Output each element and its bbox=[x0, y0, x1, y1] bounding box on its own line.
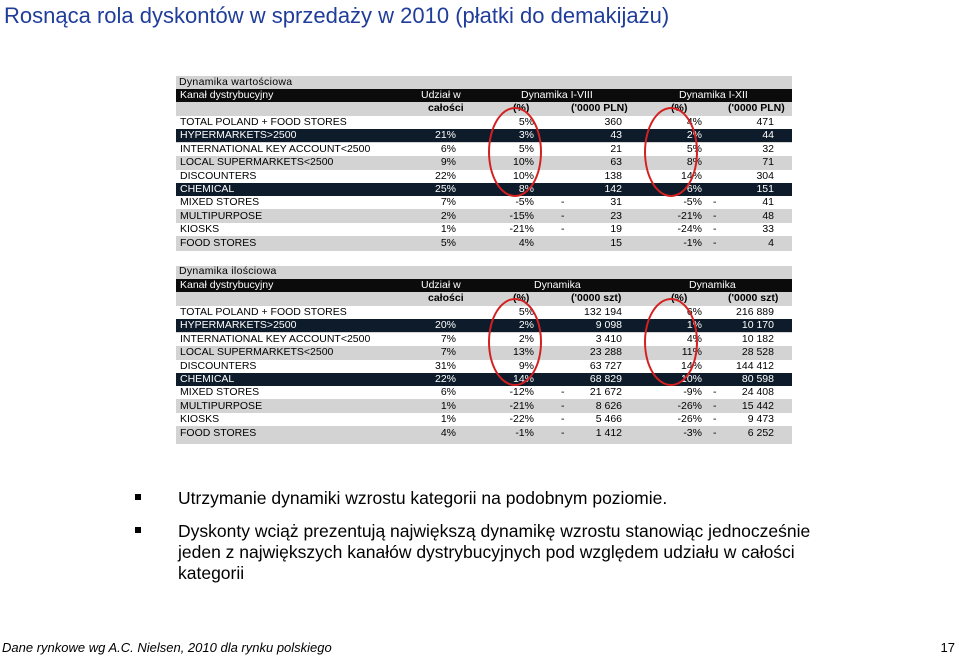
cell-p1: 5% bbox=[518, 142, 534, 155]
cell-v1: 19 bbox=[610, 223, 622, 236]
cell-share: 7% bbox=[440, 346, 456, 359]
cell-share: 22% bbox=[434, 373, 456, 385]
highlight-oval bbox=[644, 298, 698, 386]
cell-p1: -22% bbox=[509, 413, 534, 426]
cell-v2: 24 408 bbox=[741, 386, 774, 399]
header-share: Udział w bbox=[421, 279, 461, 291]
table-row bbox=[176, 333, 792, 346]
cell-v2: 304 bbox=[756, 169, 774, 182]
cell-v1: 63 bbox=[610, 156, 622, 169]
page-number: 17 bbox=[940, 640, 955, 655]
cell-share: 6% bbox=[440, 386, 456, 399]
table-row bbox=[176, 237, 792, 250]
table-row bbox=[176, 400, 792, 413]
cell-p2: -26% bbox=[677, 413, 702, 426]
cell-name: MULTIPURPOSE bbox=[180, 399, 263, 412]
cell-v1: 21 bbox=[610, 142, 622, 155]
table-row bbox=[176, 346, 792, 359]
header-group2: Dynamika I-XII bbox=[679, 89, 748, 101]
cell-v1: 138 bbox=[604, 169, 622, 182]
cell-share: 20% bbox=[434, 319, 456, 332]
cell-p1: 8% bbox=[518, 183, 534, 195]
cell-name: LOCAL SUPERMARKETS<2500 bbox=[180, 156, 334, 169]
source-footer: Dane rynkowe wg A.C. Nielsen, 2010 dla rynku polskiego bbox=[2, 640, 332, 655]
bullet-item bbox=[135, 488, 855, 509]
cell-share: 1% bbox=[440, 399, 456, 412]
cell-v1: 1 412 bbox=[595, 426, 622, 439]
cell-p2: 10% bbox=[680, 373, 702, 385]
header-share: Udział w bbox=[421, 89, 461, 101]
bullet-text: Dyskonty wciąż prezentują największą dynamikę wzrostu stanowiąc jednocześnie jeden z największych kanałów dystrybucyjnych pod względem udziału w całości kategorii bbox=[178, 521, 811, 583]
table-row bbox=[176, 196, 792, 209]
cell-d1: - bbox=[561, 386, 565, 399]
cell-v2: 10 182 bbox=[741, 332, 774, 345]
table-row bbox=[176, 156, 792, 169]
cell-p1: -21% bbox=[509, 223, 534, 236]
cell-d2: - bbox=[713, 386, 717, 399]
cell-v1: 23 288 bbox=[589, 346, 622, 359]
cell-v2: 471 bbox=[756, 116, 774, 128]
cell-share: 1% bbox=[440, 223, 456, 236]
cell-d2: - bbox=[713, 399, 717, 412]
cell-p2: 11% bbox=[681, 346, 702, 359]
table-row bbox=[176, 386, 792, 399]
cell-p1: 2% bbox=[518, 319, 534, 332]
cell-p2: 6% bbox=[686, 306, 702, 318]
table-row bbox=[176, 413, 792, 426]
cell-v1: 142 bbox=[604, 183, 622, 195]
cell-v2: 33 bbox=[762, 223, 774, 236]
table-row bbox=[176, 143, 792, 156]
cell-name: CHEMICAL bbox=[180, 183, 235, 195]
cell-share: 21% bbox=[434, 129, 456, 142]
bullet-square-icon bbox=[135, 494, 141, 500]
cell-v1: 9 098 bbox=[595, 319, 622, 332]
cell-p1: 9% bbox=[518, 359, 534, 372]
header-pct1: (%) bbox=[513, 292, 530, 304]
cell-name: TOTAL POLAND + FOOD STORES bbox=[180, 116, 347, 128]
cell-v1: 5 466 bbox=[595, 413, 622, 426]
cell-v2: 216 889 bbox=[736, 306, 774, 318]
bullet-list bbox=[135, 488, 855, 596]
cell-d2: - bbox=[713, 196, 717, 209]
cell-name: LOCAL SUPERMARKETS<2500 bbox=[180, 346, 334, 359]
cell-p1: -15% bbox=[509, 209, 534, 222]
cell-name: HYPERMARKETS>2500 bbox=[180, 319, 297, 332]
cell-name: HYPERMARKETS>2500 bbox=[180, 129, 297, 142]
cell-v2: 71 bbox=[762, 156, 774, 169]
cell-p2: 14% bbox=[680, 359, 702, 372]
cell-name: DISCOUNTERS bbox=[180, 359, 257, 372]
cell-d2: - bbox=[713, 223, 717, 236]
cell-name: MIXED STORES bbox=[180, 196, 260, 209]
table-row bbox=[176, 306, 792, 319]
cell-v2: 6 252 bbox=[747, 426, 774, 439]
cell-p1: 13% bbox=[512, 346, 534, 359]
cell-name: FOOD STORES bbox=[180, 236, 257, 249]
cell-v1: 360 bbox=[604, 116, 622, 128]
cell-d1: - bbox=[561, 223, 565, 236]
cell-name: FOOD STORES bbox=[180, 426, 257, 439]
cell-v1: 15 bbox=[610, 236, 622, 249]
cell-v2: 15 442 bbox=[741, 399, 774, 412]
cell-p2: 1% bbox=[686, 319, 702, 332]
cell-p2: 4% bbox=[686, 116, 702, 128]
cell-p1: 10% bbox=[512, 169, 534, 182]
cell-v2: 9 473 bbox=[747, 413, 774, 426]
section-title-value: Dynamika wartościowa bbox=[179, 76, 293, 88]
cell-name: KIOSKS bbox=[180, 413, 220, 426]
slide-title: Rosnąca rola dyskontów w sprzedaży w 2010 (płatki do demakijażu) bbox=[4, 3, 670, 28]
header-pct2: (%) bbox=[671, 292, 688, 304]
cell-p2: 5% bbox=[686, 142, 702, 155]
cell-d2: - bbox=[713, 426, 717, 439]
cell-share: 6% bbox=[440, 142, 456, 155]
header-group1: Dynamika bbox=[534, 279, 581, 291]
header-group2: Dynamika bbox=[689, 279, 736, 291]
cell-d2: - bbox=[713, 209, 717, 222]
cell-v1: 21 672 bbox=[589, 386, 622, 399]
cell-p1: 5% bbox=[518, 116, 534, 128]
cell-v2: 151 bbox=[756, 183, 774, 195]
cell-share: 22% bbox=[434, 169, 456, 182]
cell-p1: 4% bbox=[518, 236, 534, 249]
cell-d1: - bbox=[561, 196, 565, 209]
cell-p2: -1% bbox=[683, 236, 702, 249]
cell-v2: 80 598 bbox=[741, 373, 774, 385]
cell-name: MULTIPURPOSE bbox=[180, 209, 263, 222]
cell-p2: 6% bbox=[686, 183, 702, 195]
cell-v2: 4 bbox=[768, 236, 774, 249]
cell-p1: 5% bbox=[518, 306, 534, 318]
cell-share: 5% bbox=[440, 236, 456, 249]
header-share-line2: całości bbox=[428, 292, 464, 304]
table-row bbox=[176, 170, 792, 183]
cell-share: 4% bbox=[440, 426, 456, 439]
header-pct2: (%) bbox=[671, 102, 688, 114]
cell-p1: -1% bbox=[515, 426, 534, 439]
cell-p1: 3% bbox=[518, 129, 534, 142]
cell-v2: 10 170 bbox=[741, 319, 774, 332]
header-unit1: ('0000 szt) bbox=[571, 292, 622, 304]
cell-name: TOTAL POLAND + FOOD STORES bbox=[180, 306, 347, 318]
header-unit2: ('0000 szt) bbox=[728, 292, 779, 304]
table-row bbox=[176, 427, 792, 440]
cell-p2: -21% bbox=[677, 209, 702, 222]
bullet-text: Utrzymanie dynamiki wzrostu kategorii na podobnym poziomie. bbox=[178, 488, 668, 508]
table-row bbox=[176, 210, 792, 223]
cell-p1: -5% bbox=[515, 196, 534, 209]
cell-p2: 8% bbox=[686, 156, 702, 169]
table-header-volume bbox=[176, 279, 792, 292]
cell-d1: - bbox=[561, 399, 565, 412]
cell-p2: -3% bbox=[683, 426, 702, 439]
cell-d1: - bbox=[561, 413, 565, 426]
header-pct1: (%) bbox=[513, 102, 530, 114]
table-header-value bbox=[176, 89, 792, 102]
cell-p1: 2% bbox=[518, 332, 534, 345]
cell-p2: -5% bbox=[683, 196, 702, 209]
cell-d1: - bbox=[561, 209, 565, 222]
cell-p1: -21% bbox=[509, 399, 534, 412]
cell-d2: - bbox=[713, 236, 717, 249]
cell-v1: 63 727 bbox=[589, 359, 622, 372]
table-subheader-volume bbox=[176, 292, 792, 305]
cell-v2: 48 bbox=[762, 209, 774, 222]
highlight-oval bbox=[644, 107, 698, 197]
cell-name: DISCOUNTERS bbox=[180, 169, 257, 182]
cell-p2: 4% bbox=[686, 332, 702, 345]
cell-p2: 14% bbox=[680, 169, 702, 182]
table-row bbox=[176, 129, 792, 142]
cell-name: CHEMICAL bbox=[180, 373, 235, 385]
cell-v2: 32 bbox=[762, 142, 774, 155]
cell-v1: 31 bbox=[610, 196, 622, 209]
cell-name: INTERNATIONAL KEY ACCOUNT<2500 bbox=[180, 142, 371, 155]
cell-v2: 144 412 bbox=[736, 359, 774, 372]
header-unit1: ('0000 PLN) bbox=[571, 102, 628, 114]
highlight-oval bbox=[488, 298, 542, 386]
cell-v2: 41 bbox=[762, 196, 774, 209]
cell-d2: - bbox=[713, 413, 717, 426]
table-row bbox=[176, 373, 792, 386]
cell-v2: 44 bbox=[762, 129, 774, 142]
highlight-oval bbox=[488, 107, 542, 197]
cell-v1: 8 626 bbox=[595, 399, 622, 412]
cell-p1: 14% bbox=[512, 373, 534, 385]
cell-share: 7% bbox=[440, 332, 456, 345]
header-group1: Dynamika I-VIII bbox=[521, 89, 593, 101]
cell-name: KIOSKS bbox=[180, 223, 220, 236]
header-channel: Kanał dystrybucyjny bbox=[180, 279, 274, 291]
cell-share: 31% bbox=[434, 359, 456, 372]
cell-p2: -26% bbox=[677, 399, 702, 412]
cell-p1: 10% bbox=[512, 156, 534, 169]
cell-v2: 28 528 bbox=[741, 346, 774, 359]
table-row bbox=[176, 319, 792, 332]
cell-name: INTERNATIONAL KEY ACCOUNT<2500 bbox=[180, 332, 371, 345]
table-row bbox=[176, 183, 792, 196]
cell-p1: -12% bbox=[509, 386, 534, 399]
cell-name: MIXED STORES bbox=[180, 386, 260, 399]
cell-share: 7% bbox=[440, 196, 456, 209]
cell-v1: 68 829 bbox=[589, 373, 622, 385]
cell-v1: 43 bbox=[610, 129, 622, 142]
table-subheader-value bbox=[176, 102, 792, 115]
bullet-square-icon bbox=[135, 527, 141, 533]
cell-share: 1% bbox=[440, 413, 456, 426]
bullet-item bbox=[135, 521, 855, 584]
section-title-volume: Dynamika ilościowa bbox=[179, 265, 277, 277]
cell-share: 9% bbox=[440, 156, 456, 169]
cell-share: 2% bbox=[440, 209, 456, 222]
cell-v1: 23 bbox=[610, 209, 622, 222]
cell-v1: 3 410 bbox=[595, 332, 622, 345]
header-channel: Kanał dystrybucyjny bbox=[180, 89, 274, 101]
header-unit2: ('0000 PLN) bbox=[728, 102, 785, 114]
cell-d1: - bbox=[561, 426, 565, 439]
cell-p2: -24% bbox=[677, 223, 702, 236]
table-row bbox=[176, 116, 792, 129]
header-share-line2: całości bbox=[428, 102, 464, 114]
cell-v1: 132 194 bbox=[584, 306, 622, 318]
table-row bbox=[176, 360, 792, 373]
cell-p2: 2% bbox=[686, 129, 702, 142]
cell-p2: -9% bbox=[683, 386, 702, 399]
cell-share: 25% bbox=[434, 183, 456, 195]
table-row bbox=[176, 223, 792, 236]
